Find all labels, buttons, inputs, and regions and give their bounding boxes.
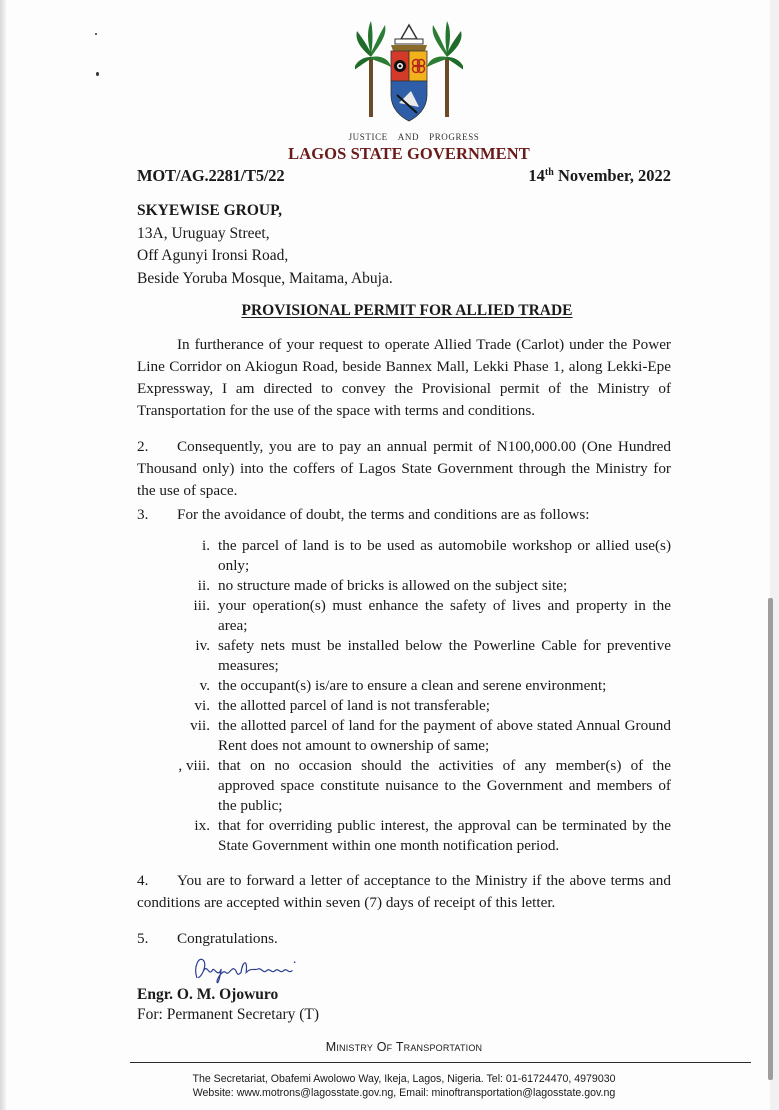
term-number: v.: [199, 677, 210, 694]
letter-title: PROVISIONAL PERMIT FOR ALLIED TRADE: [241, 302, 573, 319]
term-text: the occupant(s) is/are to ensure a clean and serene environment;: [218, 677, 607, 694]
paragraph-4: [137, 870, 671, 914]
terms-list: [176, 536, 671, 856]
paragraph-number: 3.: [137, 506, 149, 523]
term-number: iii.: [193, 597, 210, 614]
address-line: Off Agunyi Ironsi Road,: [137, 247, 289, 264]
term-number: vi.: [194, 697, 210, 714]
motto-left: JUSTICE: [348, 132, 388, 142]
term-text: that on no occasion should the activities of any member(s) of the approved space constitute nuisance to the Government and members of the public;: [218, 757, 671, 814]
footer-ministry-name: Ministry Of Transportation: [325, 1040, 483, 1054]
term-number: ii.: [197, 577, 210, 594]
paragraph-text: For the avoidance of doubt, the terms and conditions are as follows:: [177, 506, 590, 523]
address-line: Beside Yoruba Mosque, Maitama, Abuja.: [137, 269, 393, 287]
paragraph-3: [137, 504, 671, 526]
term-item: [176, 676, 671, 696]
term-number: ix.: [194, 817, 210, 834]
paragraph-number: 5.: [137, 930, 149, 947]
paragraph-text: Consequently, you are to pay an annual permit of N100,000.00 (One Hundred Thousand only) into the coffers of Lagos State Government through the Ministry for the use of space.: [137, 438, 671, 499]
term-number: vii.: [190, 717, 210, 734]
term-number: iv.: [195, 637, 210, 654]
header-line: [137, 166, 671, 186]
paragraph-5: [137, 928, 671, 950]
paragraph-text: Congratulations.: [177, 930, 278, 947]
letterhead: [137, 14, 671, 142]
right-palm-icon: [427, 21, 463, 117]
footer-website-email: Website: www.motrons@lagosstate.gov.ng, Email: minoftransportation@lagosstate.gov.ng: [192, 1086, 616, 1099]
paragraph-1: In furtherance of your request to operate Allied Trade (Carlot) under the Power Line Corridor on Akiogun Road, beside Bannex Mall, Lekki Phase 1, along Lekki-Epe Expressway, I am directed to convey the Provisional permit of the Ministry of Transportation for the use of the space with terms and conditions.: [137, 336, 671, 419]
footer-address: The Secretariat, Obafemi Awolowo Way, Ikeja, Lagos, Nigeria. Tel: 01-61724470, 4979030: [192, 1073, 616, 1085]
address-line: 13A, Uruguay Street,: [137, 224, 270, 242]
term-item: [176, 536, 671, 576]
term-text: the parcel of land is to be used as automobile workshop or allied use(s) only;: [218, 537, 671, 574]
recipient-address: [137, 200, 671, 290]
date-suffix: th: [544, 167, 554, 178]
paragraph-text: You are to forward a letter of acceptance to the Ministry if the above terms and conditions are accepted within seven (7) days of receipt of this letter.: [137, 872, 671, 911]
term-text: safety nets must be installed below the Powerline Cable for preventive measures;: [218, 637, 671, 674]
term-item: [176, 716, 671, 756]
paragraph-2: [137, 436, 671, 502]
lagos-crest-icon: [355, 14, 463, 126]
term-item: [176, 696, 671, 716]
term-number: , viii.: [178, 757, 210, 774]
term-item: [176, 636, 671, 676]
term-text: that for overriding public interest, the approval can be terminated by the State Government within one month notification period.: [218, 817, 671, 854]
term-item: [176, 596, 671, 636]
term-number: i.: [201, 537, 210, 554]
term-text: no structure made of bricks is allowed on the subject site;: [218, 577, 568, 594]
term-text: the allotted parcel of land is not transferable;: [218, 697, 491, 714]
paragraph-number: 2.: [137, 438, 149, 455]
term-item: [176, 576, 671, 596]
left-palm-icon: [355, 21, 391, 117]
signatory-role: For: Permanent Secretary (T): [137, 1006, 320, 1023]
signatory-name: Engr. O. M. Ojowuro: [137, 986, 279, 1003]
letter-date: [528, 166, 671, 186]
footer-divider: [130, 1062, 751, 1063]
recipient-organization: SKYEWISE GROUP,: [137, 202, 282, 219]
term-item: [176, 816, 671, 856]
term-text: your operation(s) must enhance the safety of lives and property in the area;: [218, 597, 671, 634]
paragraph-number: 4.: [137, 872, 149, 889]
motto-ribbon: [147, 132, 671, 142]
term-text: the allotted parcel of land for the payment of above stated Annual Ground Rent does not amount to ownership of same;: [218, 717, 671, 754]
date-day: 14: [528, 166, 545, 185]
term-item: [176, 756, 671, 816]
motto-middle: AND: [397, 132, 420, 142]
government-heading: LAGOS STATE GOVERNMENT: [288, 144, 530, 163]
footer-contact: [137, 1073, 671, 1100]
date-month-year: November, 2022: [553, 166, 671, 185]
motto-right: PROGRESS: [429, 132, 480, 142]
signature-icon: [182, 952, 312, 986]
reference-number: MOT/AG.2281/T5/22: [137, 166, 285, 185]
